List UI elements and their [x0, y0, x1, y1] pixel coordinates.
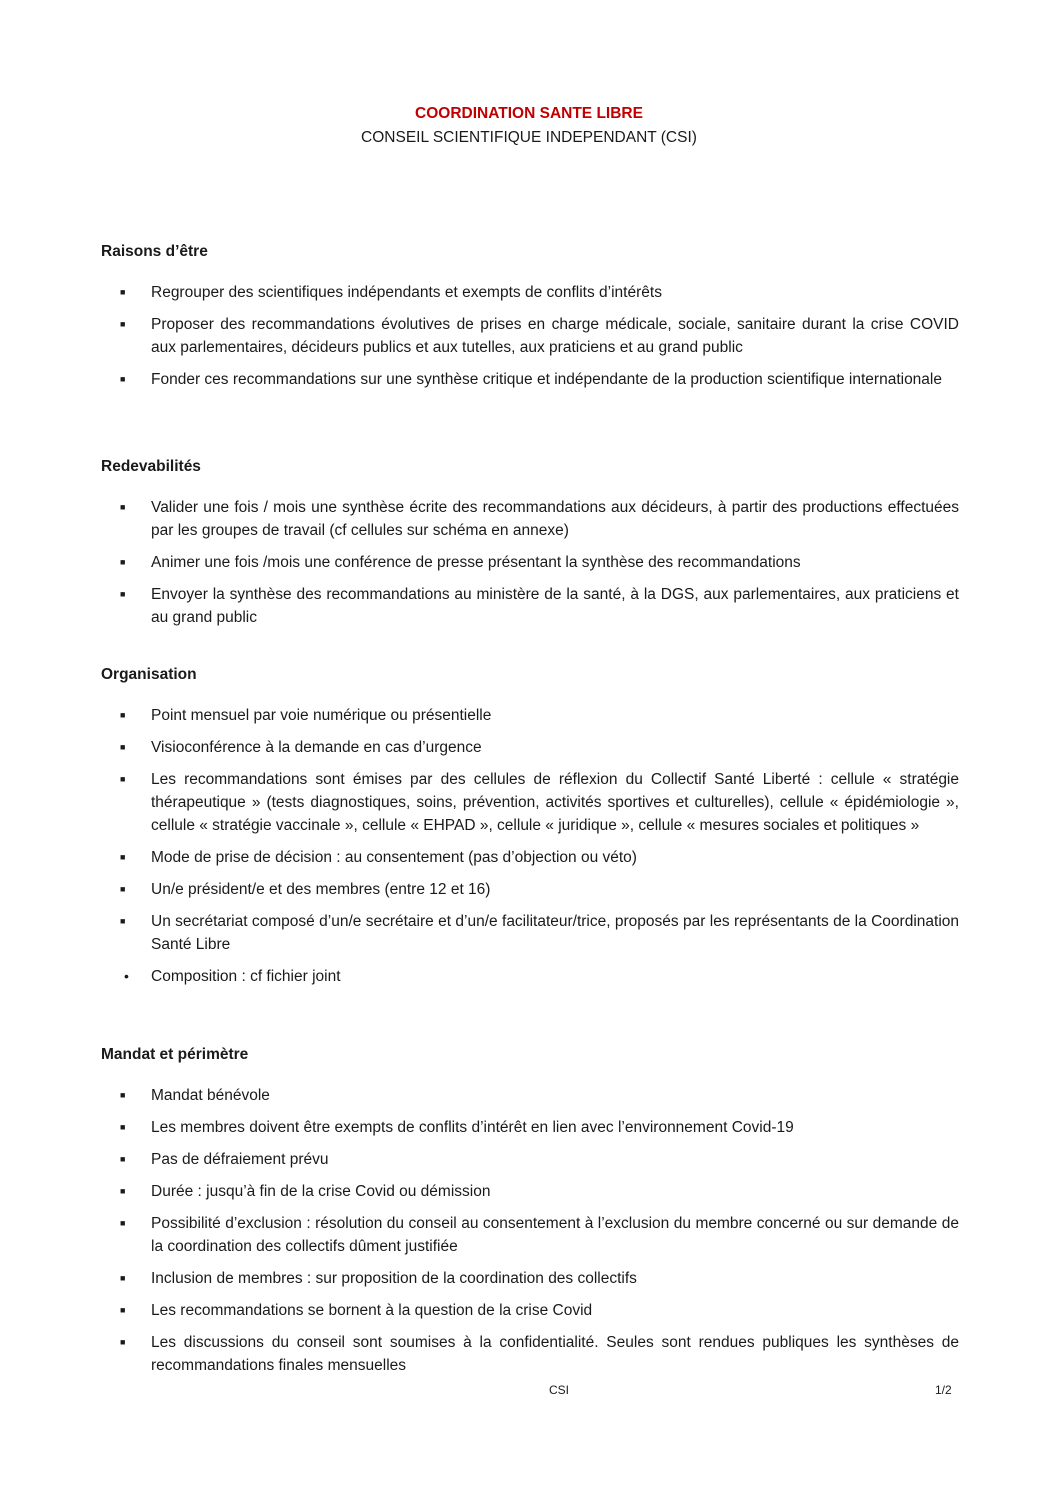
- section-raisons-detre: [101, 243, 959, 400]
- list-item: ■ Fonder ces recommandations sur une synthèse critique et indépendante de la production scientifique internationale: [101, 368, 959, 391]
- list-item: ■ Regrouper des scientifiques indépendants et exempts de conflits d’intérêts: [101, 281, 959, 304]
- list-item: ■ Envoyer la synthèse des recommandations au ministère de la santé, à la DGS, aux parlementaires, aux praticiens et au grand public: [101, 583, 959, 629]
- square-bullet-icon: ■: [120, 319, 126, 329]
- section-title: Organisation: [101, 666, 197, 683]
- square-bullet-icon: ■: [120, 916, 126, 926]
- square-bullet-icon: ■: [120, 1305, 126, 1315]
- list-item: ■ Proposer des recommandations évolutives de prises en charge médicale, sociale, sanitaire durant la crise COVID aux parlementaires, décideurs publics et aux tutelles, aux praticiens et au grand public: [101, 313, 959, 359]
- list-item: ■ Les membres doivent être exempts de conflits d’intérêt en lien avec l’environnement Covid-19: [101, 1116, 959, 1139]
- list-item: ■ Les discussions du conseil sont soumises à la confidentialité. Seules sont rendues publiques les synthèses de recommandations finales mensuelles: [101, 1331, 959, 1377]
- section-title: Raisons d’être: [101, 243, 208, 260]
- list-item: ■ Un secrétariat composé d’un/e secrétaire et d’un/e facilitateur/trice, proposés par les représentants de la Coordination Santé Libre: [101, 910, 959, 956]
- square-bullet-icon: ■: [120, 1122, 126, 1132]
- document-title: COORDINATION SANTE LIBRE: [415, 105, 643, 122]
- footer-label: CSI: [549, 1383, 570, 1397]
- bullet-list: [101, 1084, 959, 1377]
- list-item: ■ Point mensuel par voie numérique ou présentielle: [101, 704, 959, 727]
- square-bullet-icon: ■: [120, 374, 126, 384]
- bullet-list: [101, 496, 959, 629]
- section-title: Mandat et périmètre: [101, 1046, 249, 1063]
- square-bullet-icon: ■: [120, 287, 126, 297]
- square-bullet-icon: ■: [120, 589, 126, 599]
- square-bullet-icon: ■: [120, 502, 126, 512]
- section-mandat-et-perimetre: [101, 1046, 959, 1386]
- list-item: ■ Animer une fois /mois une conférence de presse présentant la synthèse des recommandations: [101, 551, 959, 574]
- list-item: ■ Valider une fois / mois une synthèse écrite des recommandations aux décideurs, à partir des productions effectuées par les groupes de travail (cf cellules sur schéma en annexe): [101, 496, 959, 542]
- list-item: • Composition : cf fichier joint: [101, 965, 959, 988]
- list-item: ■ Pas de défraiement prévu: [101, 1148, 959, 1171]
- list-item: ■ Un/e président/e et des membres (entre 12 et 16): [101, 878, 959, 901]
- bullet-list: [101, 704, 959, 988]
- square-bullet-icon: ■: [120, 1186, 126, 1196]
- section-title: Redevabilités: [101, 458, 201, 475]
- list-item: ■ Mode de prise de décision : au consentement (pas d’objection ou véto): [101, 846, 959, 869]
- square-bullet-icon: ■: [120, 1090, 126, 1100]
- bullet-list: [101, 281, 959, 391]
- square-bullet-icon: ■: [120, 557, 126, 567]
- section-redevabilites: [101, 458, 959, 638]
- list-item: ■ Les recommandations se bornent à la question de la crise Covid: [101, 1299, 959, 1322]
- square-bullet-icon: ■: [120, 884, 126, 894]
- list-item: ■ Possibilité d’exclusion : résolution du conseil au consentement à l’exclusion du membre concerné ou sur demande de la coordination des collectifs dûment justifiée: [101, 1212, 959, 1258]
- square-bullet-icon: ■: [120, 774, 126, 784]
- square-bullet-icon: ■: [120, 1154, 126, 1164]
- square-bullet-icon: ■: [120, 1337, 126, 1347]
- dot-bullet-icon: •: [124, 968, 129, 984]
- square-bullet-icon: ■: [120, 852, 126, 862]
- square-bullet-icon: ■: [120, 742, 126, 752]
- page-number: 1/2: [935, 1383, 952, 1397]
- square-bullet-icon: ■: [120, 1273, 126, 1283]
- list-item: ■ Durée : jusqu’à fin de la crise Covid ou démission: [101, 1180, 959, 1203]
- document-subtitle: CONSEIL SCIENTIFIQUE INDEPENDANT (CSI): [361, 129, 697, 146]
- list-item: ■ Les recommandations sont émises par des cellules de réflexion du Collectif Santé Liberté : cellule « stratégie thérapeutique » (tests diagnostiques, soins, prévention, activités sportives et culturelles), cellule « épidémiologie », cellule « stratégie vaccinale », cellule « EHPAD », cellule « juridique », cellule « mesures sociales et politiques »: [101, 768, 959, 837]
- square-bullet-icon: ■: [120, 710, 126, 720]
- list-item: ■ Mandat bénévole: [101, 1084, 959, 1107]
- list-item: ■ Visioconférence à la demande en cas d’urgence: [101, 736, 959, 759]
- square-bullet-icon: ■: [120, 1218, 126, 1228]
- list-item: ■ Inclusion de membres : sur proposition de la coordination des collectifs: [101, 1267, 959, 1290]
- section-organisation: [101, 666, 959, 997]
